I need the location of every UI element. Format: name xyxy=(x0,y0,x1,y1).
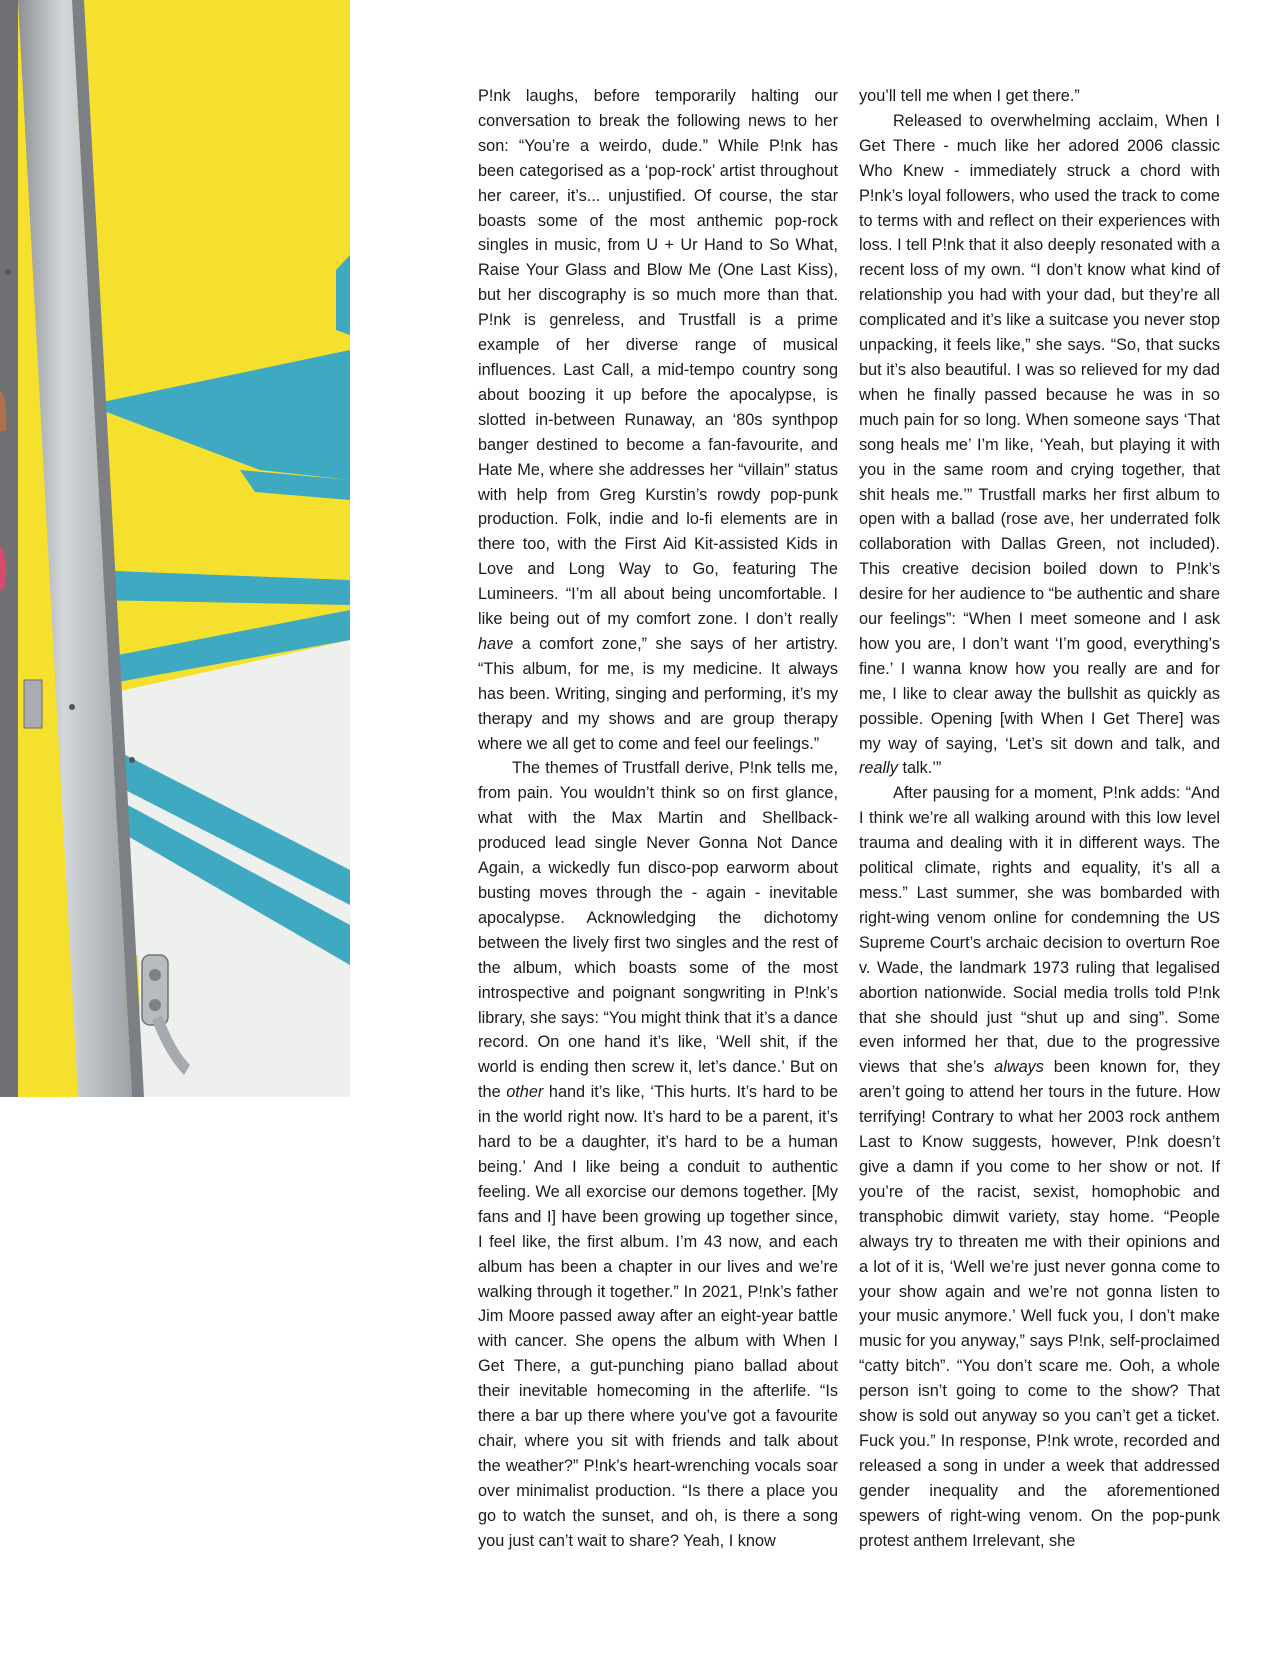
hinge xyxy=(24,680,42,728)
left-edge xyxy=(0,0,18,1097)
paragraph: Released to overwhelming acclaim, When I Get There - much like her adored 2006 classic Who Knew - immediately struck a chord with P!nk’s loyal followers, who used the track to come to terms with and reflect on their experiences with loss. I tell P!nk that it also deeply resonated with a recent loss of my own. “I don’t know what kind of relationship you had with your dad, but they’re all complicated and it’s like a suitcase you never stop unpacking, it feels like,” she says. “So, that sucks but it’s also beautiful. I was so relieved for my dad when he finally passed because he was in so much pain for so long. When someone says ‘That song heals me’ I’m like, ‘Yeah, but playing it with you in the same room and crying together, that shit heals me.’” Trustfall marks her first album to open with a ballad (rose ave, her underrated folk collaboration with Dallas Green, not included). This creative decision boiled down to P!nk’s desire for her audience to “be authentic and share our feelings”: “When I meet someone and I ask how you are, I don’t want ‘I’m good, everything’s fine.’ I wanna know how you really are and for me, I like to clear away the bullshit as quickly as possible. Opening [with When I Get There] was my way of saying, ‘Let’s sit down and talk, and really talk.’” xyxy=(859,111,1220,778)
paragraph: The themes of Trustfall derive, P!nk tells me, from pain. You wouldn’t think so on first glance, what with the Max Martin and Shellback-produced lead single Never Gonna Not Dance Again, a wickedly fun disco-pop earworm about busting moves through the - again - inevitable apocalypse. Acknowledging the dichotomy between the lively first two singles and the rest of the album, which boasts some of the most introspective and poignant songwriting in P!nk’s library, she says: “You might think that it’s a dance record. On one hand it’s like, ‘Well shit, if the world is ending then screw it, let’s dance.’ But on the other hand it’s like, ‘This hurts. It’s hard to be in the world right now. It’s hard to be a parent, it’s hard to be a daughter, it’s hard to be a human being.’ And I like being a conduit to authentic feeling. We all exorcise our demons together. [My fans and I] have been growing up together since, I feel like, the first album. I’m 43 now, and each album has been a chapter in our lives and we’re walking through it together.” In 2021, P!nk’s father Jim Moore passed away after an eight-year battle with cancer. She opens the album with When I Get There, a gut-punching piano ballad about their inevitable homecoming in the afterlife. “Is there a bar up there where you’ve got a favourite chair, where you sit with friends and talk about the weather?” P!nk’s heart-wrenching vocals soar over minimalist production. “Is there a place you go to watch the sunset, and oh, is there a song you just can’t wait to share? Yeah, I know xyxy=(478,759,838,1550)
rivet xyxy=(129,757,135,763)
article-column-right xyxy=(859,84,1220,1553)
latch-plate xyxy=(142,955,168,1025)
latch-screw xyxy=(149,969,161,981)
paragraph-continued: you’ll tell me when I get there.” xyxy=(859,87,1080,105)
latch-screw xyxy=(149,999,161,1011)
rivet xyxy=(5,269,11,275)
article-column-left xyxy=(478,84,838,1553)
feature-photo xyxy=(0,0,350,1097)
paragraph: P!nk laughs, before temporarily halting our conversation to break the following news to her son: “You’re a weirdo, dude.” While P!nk has been categorised as a ‘pop-rock’ artist throughout her career, it’s... unjustified. Of course, the star boasts some of the most anthemic pop-rock singles in music, from U + Ur Hand to So What, Raise Your Glass and Blow Me (One Last Kiss), but her discography is so much more than that. P!nk is genreless, and Trustfall is a prime example of her diverse range of musical influences. Last Call, a mid-tempo country song about boozing it up before the apocalypse, is slotted in-between Runaway, an ‘80s synthpop banger destined to become a fan-favourite, and Hate Me, where she addresses her “villain” status with help from Greg Kurstin’s rowdy pop-punk production. Folk, indie and lo-fi elements are in there too, with the First Aid Kit-assisted Kids in Love and Long Way to Go, featuring The Lumineers. “I’m all about being uncomfortable. I like being out of my comfort zone. I don’t really have a comfort zone,” she says of her artistry. “This album, for me, is my medicine. It always has been. Writing, singing and performing, it’s my therapy and my shows and are group therapy where we all get to come and feel our feelings.” xyxy=(478,87,838,753)
rivet xyxy=(69,704,75,710)
paragraph: After pausing for a moment, P!nk adds: “And I think we’re all walking around with this low level trauma and dealing with it in different ways. The political climate, rights and equality, it’s all a mess.” Last summer, she was bombarded with right-wing venom online for condemning the US Supreme Court’s archaic decision to overturn Roe v. Wade, the landmark 1973 ruling that legalised abortion nationwide. Social media trolls told P!nk that she should just “shut up and sing”. Some even informed her that, due to the progressive views that she’s always been known for, they aren’t going to attend her tours in the future. How terrifying! Contrary to what her 2003 rock anthem Last to Know suggests, however, P!nk doesn’t give a damn if you come to her show or not. If you’re of the racist, sexist, homophobic and transphobic dimwit variety, stay home. “People always try to threaten me with their opinions and a lot of it is, ‘Well we’re just never gonna come to your show again and we’re not gonna listen to your music anymore.’ Well fuck you, I don’t make music for you anyway,” says P!nk, self-proclaimed “catty bitch”. “You don’t scare me. Ooh, a whole person isn’t going to come to the show? That show is sold out anyway so you can’t get a ticket. Fuck you.” In response, P!nk wrote, recorded and released a song in under a week that addressed gender inequality and the aforementioned spewers of right-wing venom. On the pop-punk protest anthem Irrelevant, she xyxy=(859,784,1221,1550)
